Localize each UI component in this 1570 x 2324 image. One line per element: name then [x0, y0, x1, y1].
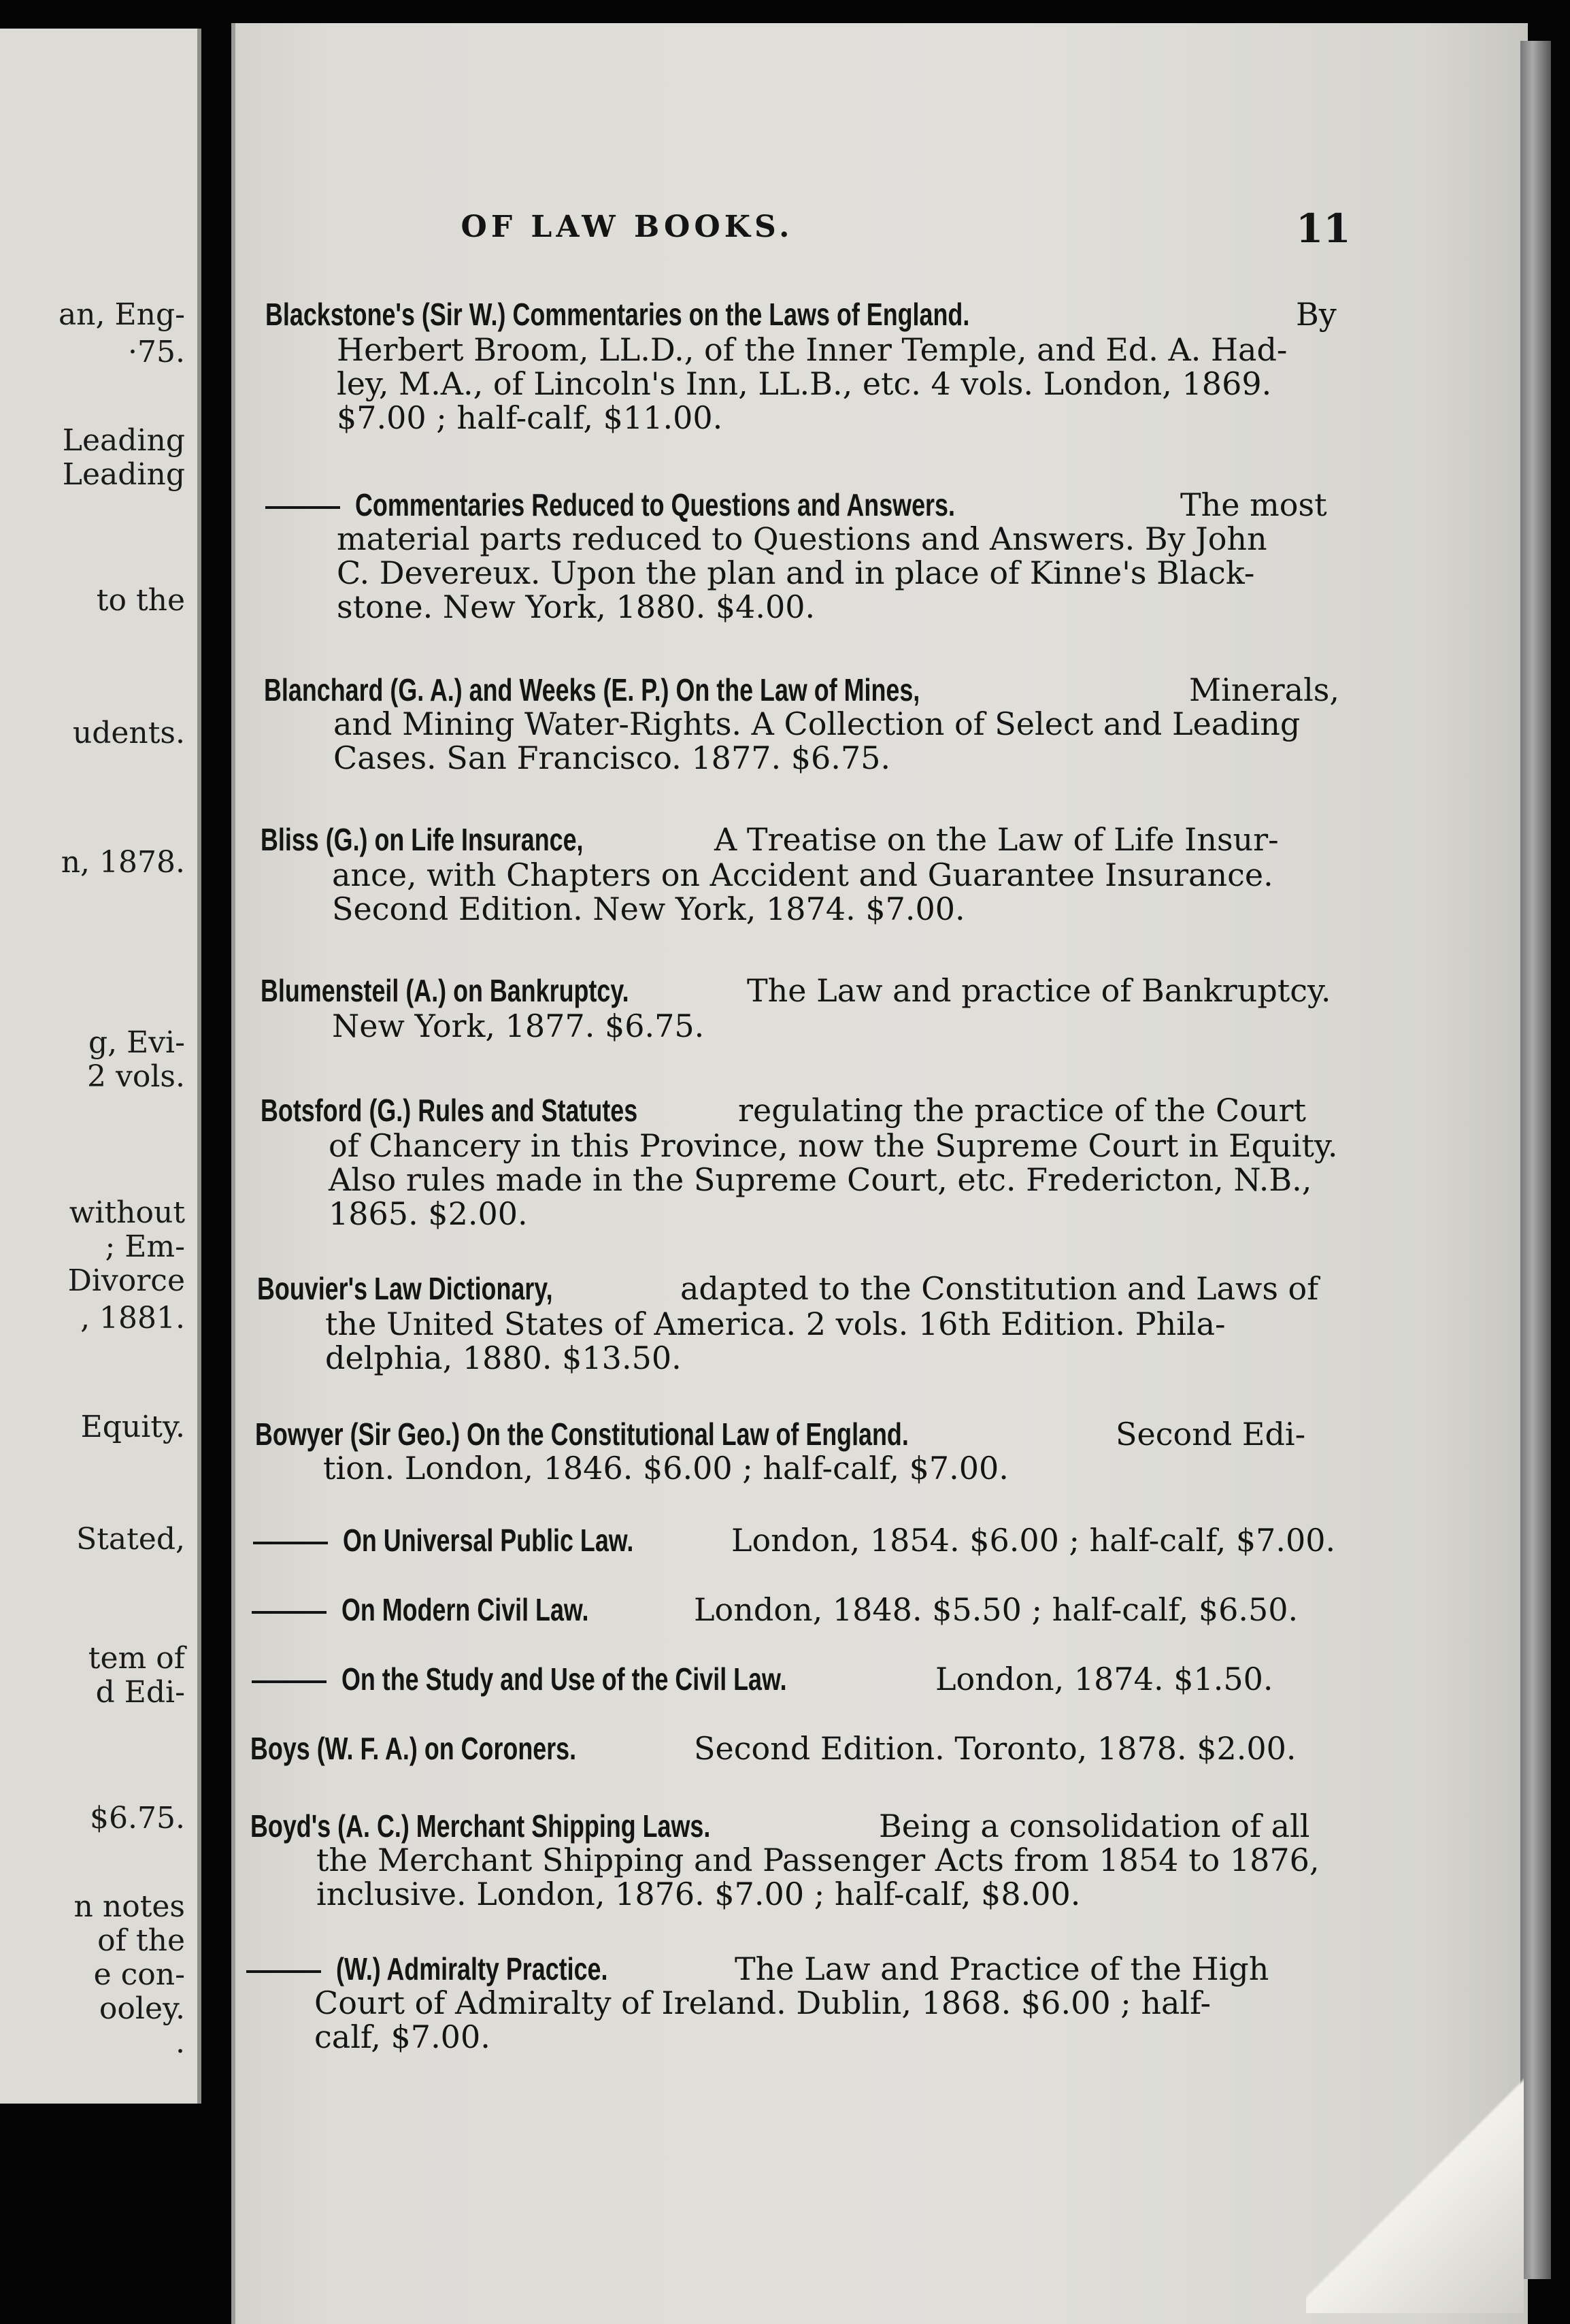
ditto-dash: [265, 506, 340, 509]
page-corner-fold: [1306, 2068, 1524, 2313]
entry-text: the Merchant Shipping and Passenger Acts from 1854 to 1876,: [316, 1842, 1320, 1878]
entry-text: Court of Admiralty of Ireland. Dublin, 1868. $6.00 ; half-: [314, 1985, 1212, 2021]
entry-heading: Commentaries Reduced to Questions and Answers.: [355, 487, 955, 522]
entry-heading: Bowyer (Sir Geo.) On the Constitutional Law of England.: [255, 1416, 909, 1452]
entry-text: the United States of America. 2 vols. 16th Edition. Phila-: [325, 1306, 1226, 1342]
margin-fragment: ; Em-: [105, 1229, 185, 1264]
margin-fragment: e con-: [93, 1957, 185, 1992]
entry-heading: On Modern Civil Law.: [341, 1592, 589, 1627]
margin-fragment: of the: [97, 1923, 185, 1958]
entry-heading: On Universal Public Law.: [343, 1523, 634, 1558]
entry-heading: On the Study and Use of the Civil Law.: [341, 1661, 787, 1697]
entry-text: Herbert Broom, LL.D., of the Inner Temple, and Ed. A. Had-: [337, 331, 1288, 368]
margin-fragment: g, Evi-: [88, 1025, 185, 1060]
entry-text: New York, 1877. $6.75.: [332, 1008, 705, 1044]
margin-fragment: Equity.: [80, 1410, 185, 1444]
entry-text: regulating the practice of the Court: [738, 1092, 1306, 1129]
entry-text: By: [1296, 296, 1337, 333]
entry-text: of Chancery in this Province, now the Supreme Court in Equity.: [329, 1127, 1338, 1164]
margin-fragment: without: [69, 1195, 185, 1230]
entry-text: $7.00 ; half-calf, $11.00.: [337, 399, 723, 436]
entry-text: A Treatise on the Law of Life Insur-: [714, 821, 1279, 858]
entry-text: calf, $7.00.: [314, 2019, 490, 2055]
entry-heading: Botsford (G.) Rules and Statutes: [261, 1093, 638, 1128]
entry-text: adapted to the Constitution and Laws of: [680, 1270, 1319, 1307]
margin-fragment: Stated,: [76, 1522, 185, 1557]
facing-page-left: [0, 29, 201, 2104]
entry-heading: Blackstone's (Sir W.) Commentaries on the Laws of England.: [265, 297, 970, 332]
entry-text: Also rules made in the Supreme Court, etc. Fredericton, N.B.,: [329, 1161, 1312, 1198]
entry-text: Second Edition. Toronto, 1878. $2.00.: [694, 1730, 1297, 1767]
entry-text: 1865. $2.00.: [329, 1195, 528, 1232]
entry-text: Minerals,: [1189, 671, 1340, 708]
entry-text: The Law and Practice of the High: [735, 1950, 1269, 1987]
entry-text: Being a consolidation of all: [879, 1808, 1310, 1844]
entry-text: Second Edition. New York, 1874. $7.00.: [332, 891, 965, 927]
entry-text: delphia, 1880. $13.50.: [325, 1340, 682, 1376]
entry-text: C. Devereux. Upon the plan and in place of Kinne's Black-: [337, 554, 1255, 591]
entry-heading: Blumensteil (A.) on Bankruptcy.: [261, 973, 629, 1008]
running-head: OF LAW BOOKS.: [461, 210, 794, 244]
entry-text: London, 1854. $6.00 ; half-calf, $7.00.: [731, 1522, 1336, 1559]
margin-fragment: Leading: [62, 457, 185, 492]
margin-fragment: n notes: [73, 1889, 185, 1924]
margin-fragment: to the: [96, 583, 185, 618]
entry-heading: Blanchard (G. A.) and Weeks (E. P.) On the Law of Mines,: [264, 672, 920, 708]
margin-fragment: $6.75.: [90, 1801, 185, 1836]
margin-fragment: ·75.: [128, 335, 185, 369]
entry-text: and Mining Water-Rights. A Collection of Select and Leading: [333, 706, 1301, 742]
margin-fragment: , 1881.: [80, 1301, 185, 1335]
entry-text: Second Edi-: [1116, 1416, 1306, 1452]
ditto-dash: [252, 1680, 327, 1683]
entry-heading: Boyd's (A. C.) Merchant Shipping Laws.: [250, 1808, 711, 1844]
margin-fragment: 2 vols.: [87, 1059, 185, 1094]
margin-fragment: an, Eng-: [58, 297, 185, 332]
entry-text: The most: [1180, 486, 1327, 523]
entry-text: material parts reduced to Questions and Answers. By John: [337, 520, 1267, 557]
ditto-dash: [246, 1970, 321, 1973]
ditto-dash: [253, 1542, 328, 1544]
margin-fragment: ooley.: [99, 1991, 185, 2026]
entry-text: ance, with Chapters on Accident and Guarantee Insurance.: [332, 857, 1273, 893]
entry-text: Cases. San Francisco. 1877. $6.75.: [333, 740, 891, 776]
entry-heading: Bouvier's Law Dictionary,: [257, 1271, 553, 1306]
margin-fragment: Leading: [62, 423, 185, 458]
margin-fragment: Divorce: [67, 1263, 185, 1298]
entry-text: London, 1874. $1.50.: [935, 1661, 1273, 1697]
entry-text: stone. New York, 1880. $4.00.: [337, 588, 816, 625]
page-edge: [1520, 41, 1551, 2279]
entry-text: tion. London, 1846. $6.00 ; half-calf, $7.00.: [323, 1450, 1009, 1487]
entry-text: ley, M.A., of Lincoln's Inn, LL.B., etc. 4 vols. London, 1869.: [337, 365, 1272, 402]
entry-text: The Law and practice of Bankruptcy.: [747, 972, 1331, 1009]
entry-heading: Bliss (G.) on Life Insurance,: [261, 822, 584, 857]
entry-heading: (W.) Admiralty Practice.: [336, 1951, 608, 1987]
margin-fragment: n, 1878.: [61, 845, 185, 880]
entry-heading: Boys (W. F. A.) on Coroners.: [250, 1731, 577, 1766]
margin-fragment: udents.: [72, 716, 185, 750]
margin-fragment: .: [176, 2025, 185, 2060]
ditto-dash: [252, 1611, 327, 1614]
entry-text: London, 1848. $5.50 ; half-calf, $6.50.: [694, 1591, 1299, 1628]
margin-fragment: d Edi-: [95, 1675, 185, 1710]
margin-fragment: tem of: [88, 1641, 185, 1676]
page-number: 11: [1296, 205, 1351, 252]
entry-text: inclusive. London, 1876. $7.00 ; half-calf, $8.00.: [316, 1876, 1081, 1912]
